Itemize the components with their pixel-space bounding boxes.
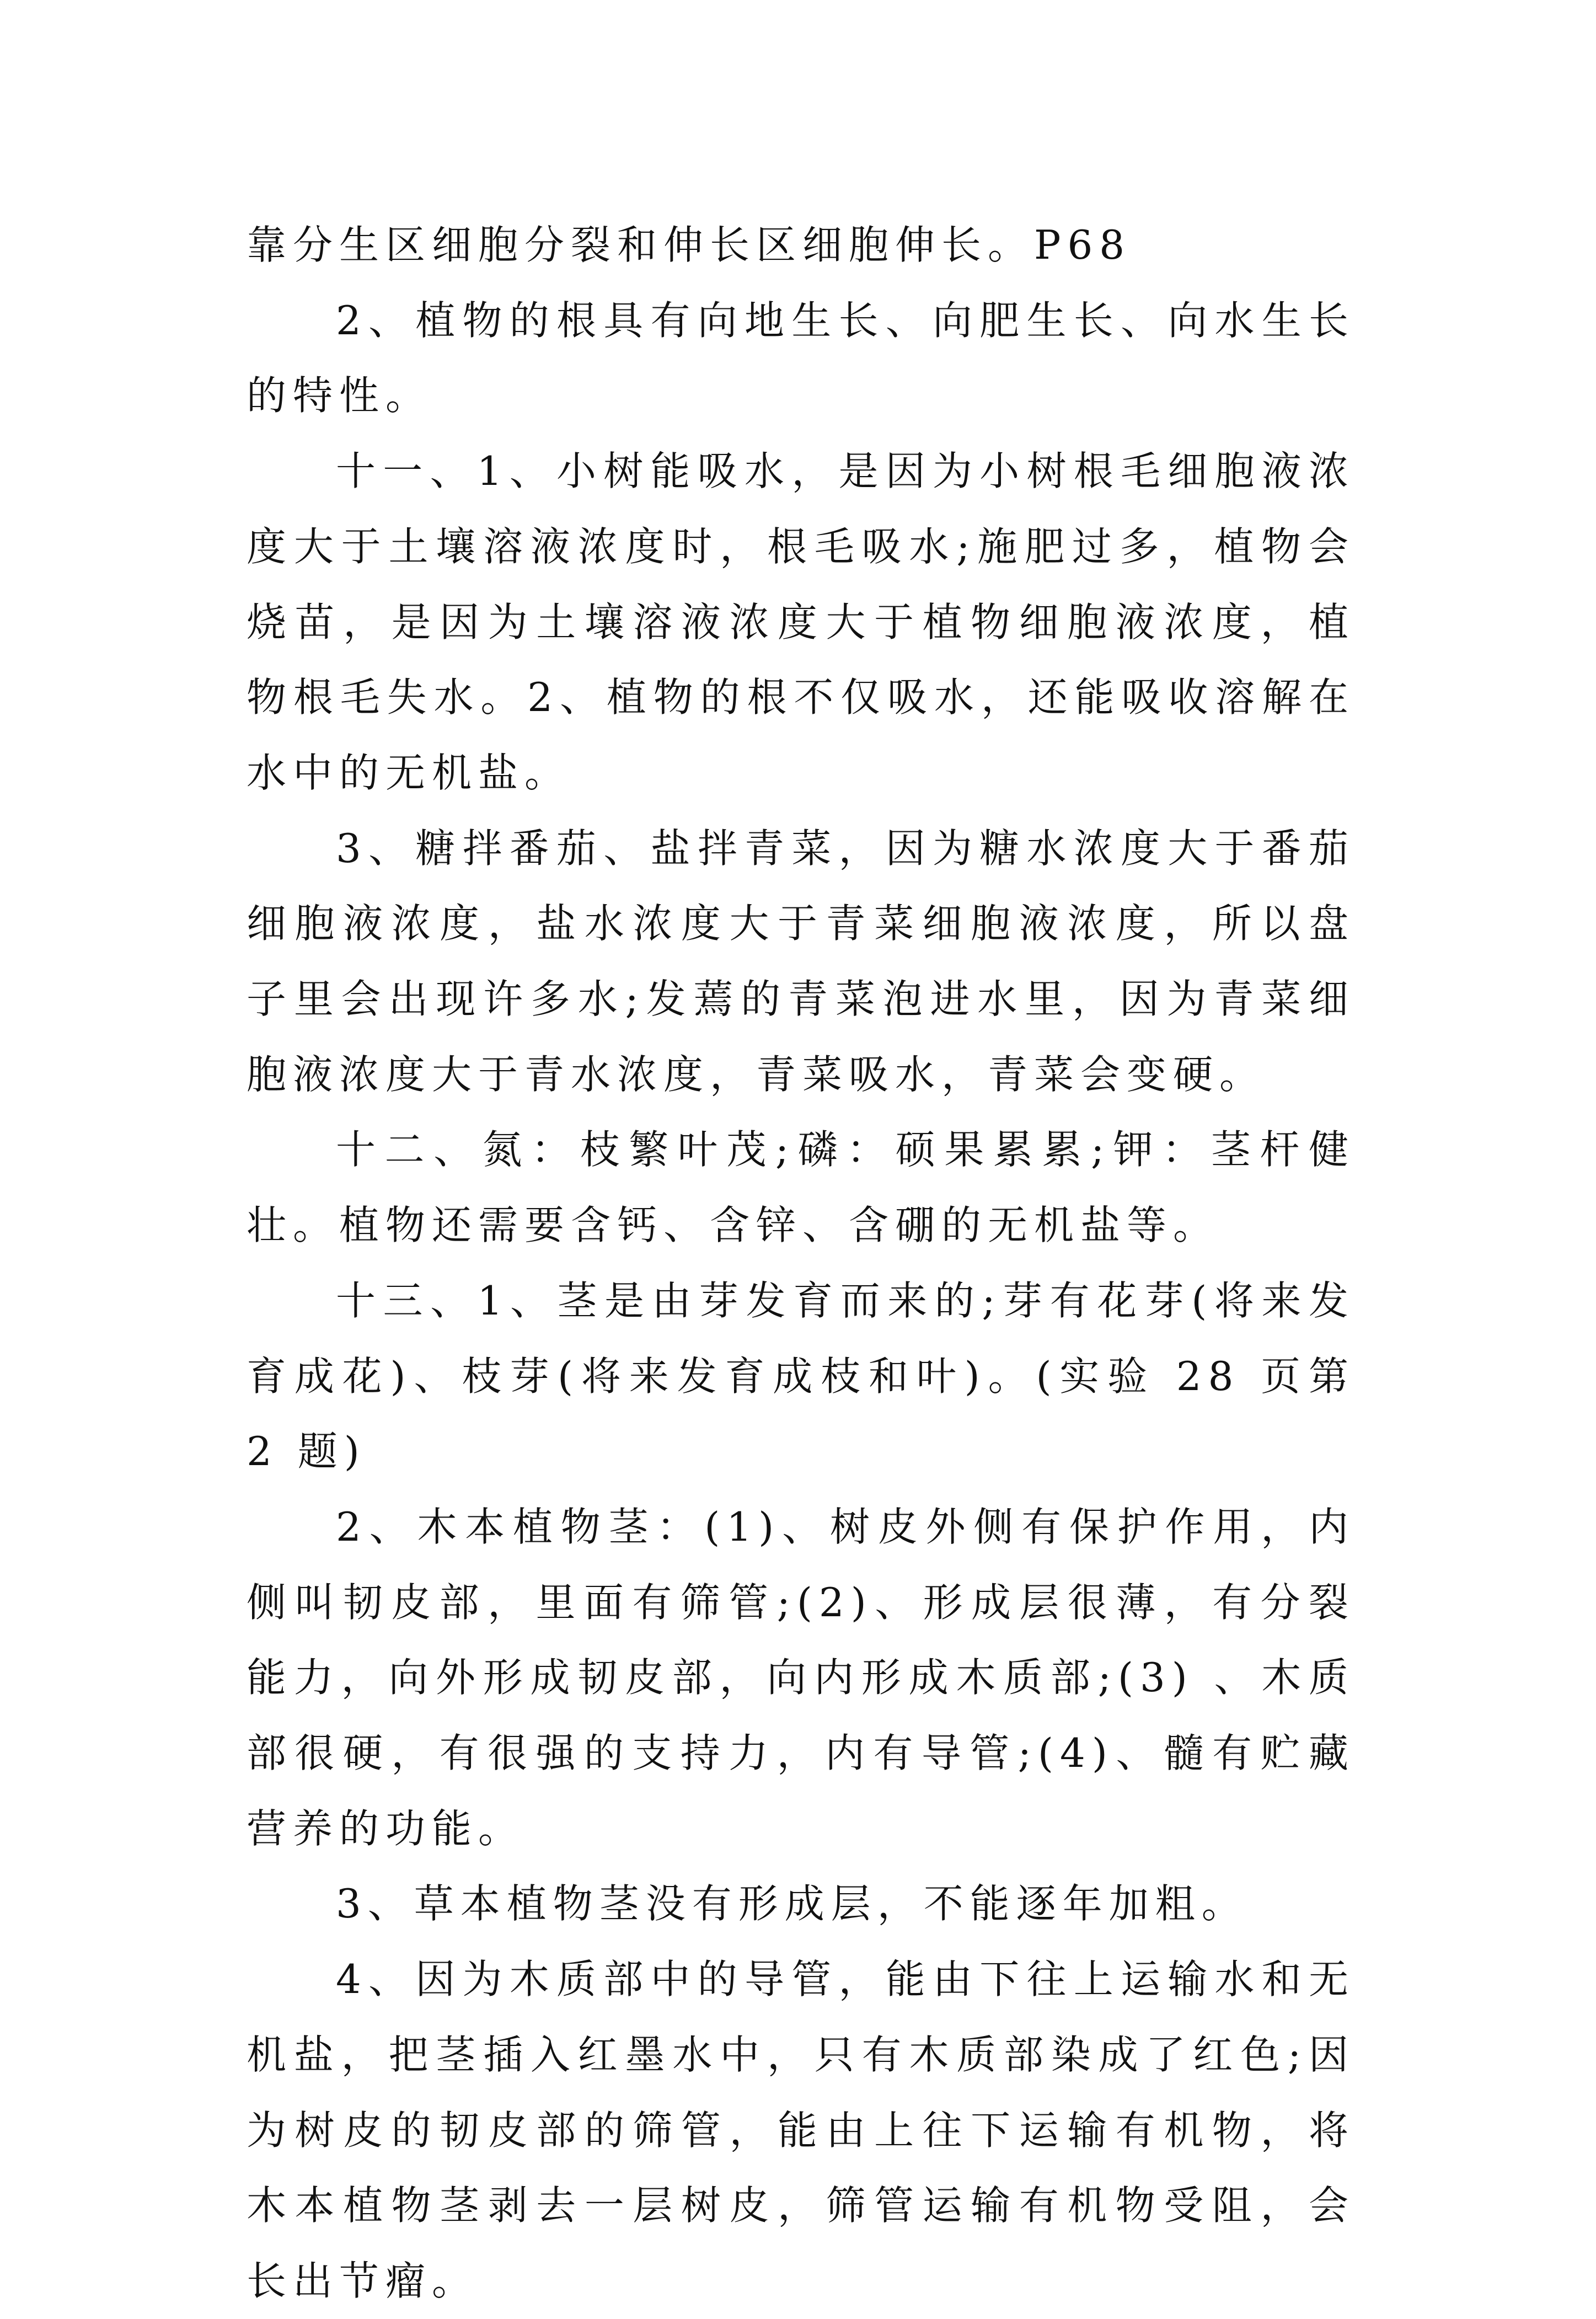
document-body [247, 207, 1355, 2319]
paragraph-herbaceous-stem: 3、草本植物茎没有形成层，不能逐年加粗。 [336, 1880, 1248, 1927]
paragraph-section-thirteen: 十三、1、茎是由芽发育而来的;芽有花芽(将来发育成花)、枝芽(将来发育成枝和叶)。(实验 28 页第 2 题) [247, 1277, 1355, 1475]
paragraph-section-twelve: 十二、氮：枝繁叶茂;磷：硕果累累;钾：茎杆健壮。植物还需要含钙、含锌、含硼的无机盐等。 [247, 1126, 1355, 1249]
paragraph-root-growth: 2、植物的根具有向地生长、向肥生长、向水生长的特性。 [247, 297, 1355, 419]
paragraph-section-eleven: 十一、1、小树能吸水，是因为小树根毛细胞液浓度大于土壤溶液浓度时，根毛吸水;施肥过多，植物会烧苗，是因为土壤溶液浓度大于植物细胞液浓度，植物根毛失水。2、植物的根不仅吸水，还能吸收溶解在水中的无机盐。 [247, 448, 1355, 796]
paragraph-continuation: 靠分生区细胞分裂和伸长区细胞伸长。P68 [247, 222, 1132, 268]
paragraph-osmosis-examples: 3、糖拌番茄、盐拌青菜，因为糖水浓度大于番茄细胞液浓度，盐水浓度大于青菜细胞液浓度，所以盘子里会出现许多水;发蔫的青菜泡进水里，因为青菜细胞液浓度大于青水浓度，青菜吸水，青菜会变硬。 [247, 825, 1355, 1098]
paragraph-transport-vessels: 4、因为木质部中的导管，能由下往上运输水和无机盐，把茎插入红墨水中，只有木质部染成了红色;因为树皮的韧皮部的筛管，能由上往下运输有机物，将木本植物茎剥去一层树皮，筛管运输有机物受阻，会长出节瘤。 [247, 1956, 1355, 2304]
paragraph-woody-stem: 2、木本植物茎：(1)、树皮外侧有保护作用，内侧叫韧皮部，里面有筛管;(2)、形成层很薄，有分裂能力，向外形成韧皮部，向内形成木质部;(3) 、木质部很硬，有很强的支持力，内有导管;(4)、髓有贮藏营养的功能。 [247, 1503, 1355, 1852]
